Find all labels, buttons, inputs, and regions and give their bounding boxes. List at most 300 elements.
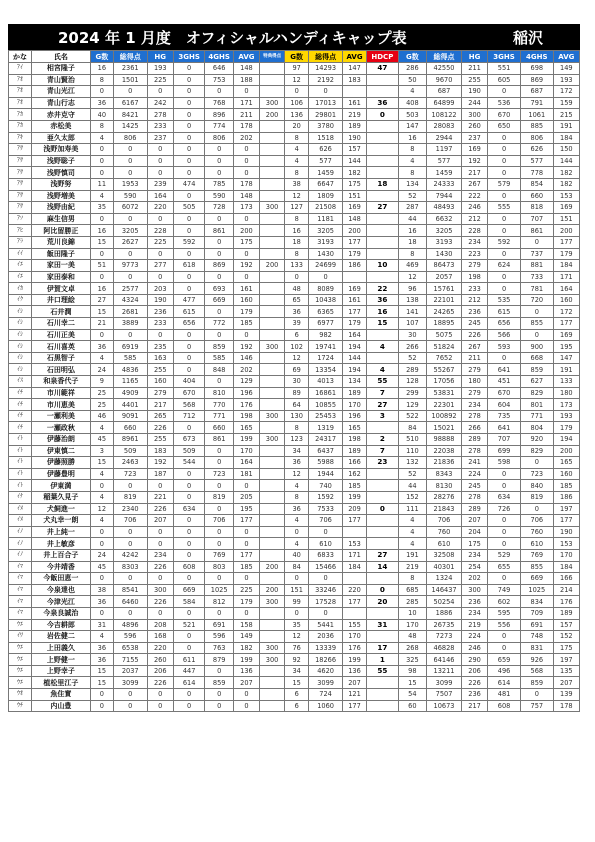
cell-g3-total: 51824: [427, 341, 462, 353]
cell-g1-avg: 149: [233, 631, 259, 643]
cell-g2-total: 610: [309, 538, 343, 550]
cell-g3-3ghs: 0: [488, 155, 521, 167]
cell-g2-total: 10438: [309, 294, 343, 306]
cell-g1-hg: 237: [147, 132, 173, 144]
cell-g3-total: 55267: [427, 364, 462, 376]
cell-g1-hg: 239: [147, 178, 173, 190]
cell-g1-total: 0: [113, 86, 147, 98]
cell-g3-games: 152: [398, 491, 426, 503]
cell-name: 市川恵美: [31, 399, 90, 411]
cell-g1-bonus: [260, 503, 285, 515]
cell-g3-games: 4: [398, 538, 426, 550]
cell-g3-avg: 147: [553, 352, 579, 364]
table-row: [9, 503, 580, 515]
cell-g1-total: 0: [113, 700, 147, 712]
table-row: [9, 225, 580, 237]
cell-g2-avg: 200: [343, 225, 367, 237]
cell-g3-avg: 160: [553, 294, 579, 306]
cell-g3-avg: 152: [553, 631, 579, 643]
cell-g1-bonus: [260, 225, 285, 237]
cell-g1-4ghs: 0: [205, 155, 233, 167]
cell-g1-avg: 0: [233, 144, 259, 156]
cell-g1-bonus: [260, 631, 285, 643]
cell-g1-avg: 129: [233, 376, 259, 388]
cell-g2-total: 29801: [309, 109, 343, 121]
cell-hdcp: [367, 677, 399, 689]
cell-hdcp: [367, 700, 399, 712]
cell-g1-4ghs: 812: [205, 596, 233, 608]
cell-name: 和泉香代子: [31, 376, 90, 388]
cell-g2-total: 1430: [309, 248, 343, 260]
cell-g1-total: 1501: [113, 74, 147, 86]
cell-g3-games: 8: [398, 248, 426, 260]
cell-g3-total: 53831: [427, 387, 462, 399]
cell-g2-games: 76: [285, 642, 309, 654]
cell-g1-bonus: [260, 573, 285, 585]
cell-hdcp: 27: [367, 202, 399, 214]
table-row: [9, 155, 580, 167]
cell-g2-games: 127: [285, 202, 309, 214]
cell-kana: ｱｵ: [9, 74, 32, 86]
cell-g1-4ghs: 769: [205, 549, 233, 561]
cell-kana: ｲﾁ: [9, 410, 32, 422]
cell-hdcp: [367, 190, 399, 202]
cell-kana: ｲﾜ: [9, 631, 32, 643]
cell-g3-4ghs: 733: [520, 271, 553, 283]
cell-g3-avg: 177: [553, 515, 579, 527]
cell-g1-total: 0: [113, 573, 147, 585]
cell-g1-3ghs: 0: [173, 132, 205, 144]
cell-g1-total: 7155: [113, 654, 147, 666]
cell-g1-3ghs: 0: [173, 109, 205, 121]
cell-g3-hg: 226: [461, 329, 487, 341]
cell-g1-games: 31: [90, 619, 113, 631]
cell-g1-avg: 199: [233, 654, 259, 666]
cell-g3-3ghs: 726: [488, 503, 521, 515]
cell-g1-games: 0: [90, 271, 113, 283]
cell-g3-4ghs: 1025: [520, 584, 553, 596]
cell-g1-4ghs: 723: [205, 468, 233, 480]
cell-name: 浅野聡子: [31, 155, 90, 167]
cell-g3-total: 28276: [427, 491, 462, 503]
cell-kana: ｲｶ: [9, 283, 32, 295]
cell-g2-total: 6977: [309, 318, 343, 330]
cell-name: 石川幸二: [31, 318, 90, 330]
cell-g1-bonus: [260, 306, 285, 318]
cell-g1-bonus: [260, 329, 285, 341]
table-row: [9, 677, 580, 689]
cell-g1-bonus: [260, 318, 285, 330]
cell-g2-total: 6833: [309, 549, 343, 561]
cell-g1-3ghs: 0: [173, 167, 205, 179]
cell-g2-avg: 186: [343, 260, 367, 272]
cell-hdcp: [367, 631, 399, 643]
cell-g1-3ghs: 0: [173, 213, 205, 225]
cell-g3-avg: 157: [553, 619, 579, 631]
cell-kana: ｲﾏ: [9, 561, 32, 573]
cell-g1-avg: 146: [233, 352, 259, 364]
cell-name: 今津光江: [31, 596, 90, 608]
cell-g3-games: 8: [398, 167, 426, 179]
cell-g3-avg: 197: [553, 503, 579, 515]
cell-g1-4ghs: 859: [205, 341, 233, 353]
cell-g1-4ghs: 0: [205, 86, 233, 98]
cell-g3-total: 10673: [427, 700, 462, 712]
cell-g2-total: 18266: [309, 654, 343, 666]
cell-g1-avg: 0: [233, 329, 259, 341]
cell-g3-hg: 223: [461, 248, 487, 260]
cell-g1-avg: 173: [233, 202, 259, 214]
col-kana: かな: [9, 51, 32, 63]
cell-g1-3ghs: 673: [173, 434, 205, 446]
cell-g3-total: 760: [427, 526, 462, 538]
cell-g1-3ghs: 521: [173, 619, 205, 631]
cell-g3-3ghs: 0: [488, 132, 521, 144]
cell-g3-hg: 289: [461, 503, 487, 515]
cell-g3-total: 18895: [427, 318, 462, 330]
cell-g1-avg: 0: [233, 155, 259, 167]
cell-g2-games: 39: [285, 318, 309, 330]
cell-g2-avg: 175: [343, 178, 367, 190]
cell-g1-total: 2681: [113, 306, 147, 318]
table-row: [9, 596, 580, 608]
cell-g3-hg: 224: [461, 631, 487, 643]
cell-hdcp: 4: [367, 341, 399, 353]
cell-g1-games: 24: [90, 549, 113, 561]
cell-kana: ｲｽ: [9, 376, 32, 388]
cell-g2-total: 2192: [309, 74, 343, 86]
cell-name: 今飯田恵一: [31, 573, 90, 585]
cell-g2-games: 106: [285, 97, 309, 109]
cell-g3-3ghs: 0: [488, 283, 521, 295]
cell-g1-3ghs: 0: [173, 97, 205, 109]
cell-g3-avg: 191: [553, 120, 579, 132]
page-title: 2024 年 1 月度 オフィシャルハンディキャップ表: [58, 29, 407, 47]
cell-g1-3ghs: 0: [173, 642, 205, 654]
cell-g2-total: 10855: [309, 399, 343, 411]
cell-g3-avg: 182: [553, 178, 579, 190]
cell-g1-bonus: [260, 376, 285, 388]
cell-name: 相宮隆子: [31, 63, 90, 75]
cell-g1-3ghs: 614: [173, 677, 205, 689]
cell-g2-avg: 153: [343, 538, 367, 550]
cell-g3-4ghs: 806: [520, 132, 553, 144]
cell-g3-4ghs: 859: [520, 364, 553, 376]
cell-g1-bonus: 200: [260, 260, 285, 272]
cell-g3-games: 98: [398, 665, 426, 677]
cell-g1-3ghs: 656: [173, 318, 205, 330]
cell-g1-hg: 260: [147, 654, 173, 666]
cell-name: 犬丸幸一朗: [31, 515, 90, 527]
cell-g1-hg: 278: [147, 109, 173, 121]
cell-kana: ｱｲ: [9, 63, 32, 75]
cell-name: 亜久太郎: [31, 132, 90, 144]
cell-g1-bonus: [260, 74, 285, 86]
cell-hdcp: [367, 74, 399, 86]
cell-g1-bonus: [260, 248, 285, 260]
cell-g3-total: 64146: [427, 654, 462, 666]
cell-hdcp: 0: [367, 584, 399, 596]
cell-g2-avg: 194: [343, 341, 367, 353]
cell-g1-3ghs: 0: [173, 144, 205, 156]
cell-g1-avg: 0: [233, 526, 259, 538]
cell-g3-avg: 175: [553, 642, 579, 654]
cell-g1-4ghs: 859: [205, 677, 233, 689]
cell-hdcp: [367, 155, 399, 167]
cell-g3-hg: 169: [461, 144, 487, 156]
cell-g1-avg: 171: [233, 97, 259, 109]
cell-kana: ｲｼ: [9, 364, 32, 376]
cell-g1-games: 0: [90, 248, 113, 260]
cell-hdcp: [367, 120, 399, 132]
cell-g3-hg: 198: [461, 271, 487, 283]
cell-g2-total: 5441: [309, 619, 343, 631]
cell-g1-total: 3889: [113, 318, 147, 330]
cell-kana: ｲﾉ: [9, 549, 32, 561]
cell-g1-hg: 226: [147, 422, 173, 434]
cell-kana: ｲﾏ: [9, 607, 32, 619]
cell-g1-avg: 192: [233, 341, 259, 353]
cell-g3-hg: 234: [461, 549, 487, 561]
cell-g3-4ghs: 829: [520, 445, 553, 457]
cell-g3-4ghs: 1061: [520, 109, 553, 121]
cell-g2-total: 24317: [309, 434, 343, 446]
cell-kana: ｱｶ: [9, 109, 32, 121]
cell-g3-games: 4: [398, 155, 426, 167]
cell-hdcp: 1: [367, 654, 399, 666]
cell-g1-avg: 192: [233, 260, 259, 272]
cell-g2-total: 19741: [309, 341, 343, 353]
cell-g1-avg: 205: [233, 491, 259, 503]
table-row: [9, 109, 580, 121]
cell-g3-4ghs: 0: [520, 457, 553, 469]
cell-g3-avg: 207: [553, 677, 579, 689]
cell-g1-3ghs: 669: [173, 584, 205, 596]
cell-g2-games: 12: [285, 352, 309, 364]
cell-g1-games: 0: [90, 700, 113, 712]
cell-g3-4ghs: 687: [520, 86, 553, 98]
cell-g3-avg: 194: [553, 434, 579, 446]
cell-kana: ｲﾉ: [9, 538, 32, 550]
cell-g1-4ghs: 0: [205, 329, 233, 341]
table-row: [9, 329, 580, 341]
cell-g3-3ghs: 529: [488, 549, 521, 561]
cell-g1-bonus: [260, 213, 285, 225]
cell-g3-3ghs: 481: [488, 689, 521, 701]
cell-g1-total: 0: [113, 248, 147, 260]
cell-g3-hg: 228: [461, 225, 487, 237]
cell-g2-games: 151: [285, 584, 309, 596]
cell-name: 浅野努: [31, 178, 90, 190]
cell-g1-4ghs: 861: [205, 225, 233, 237]
cell-g1-hg: 183: [147, 445, 173, 457]
cell-g2-avg: 170: [343, 399, 367, 411]
cell-g1-games: 36: [90, 97, 113, 109]
cell-g3-avg: 165: [553, 457, 579, 469]
cell-g3-3ghs: 593: [488, 341, 521, 353]
cell-name: 稲葉久見子: [31, 491, 90, 503]
cell-g3-4ghs: 0: [520, 329, 553, 341]
cell-g1-4ghs: 774: [205, 120, 233, 132]
cell-g3-hg: 207: [461, 515, 487, 527]
cell-g1-3ghs: 447: [173, 665, 205, 677]
cell-g1-total: 6538: [113, 642, 147, 654]
cell-g2-avg: 190: [343, 132, 367, 144]
cell-g1-total: 6919: [113, 341, 147, 353]
cell-g2-games: 12: [285, 468, 309, 480]
cell-g1-4ghs: 819: [205, 491, 233, 503]
cell-kana: ｱｻ: [9, 155, 32, 167]
cell-g2-games: 16: [285, 225, 309, 237]
cell-g3-total: 146437: [427, 584, 462, 596]
cell-g2-avg: 144: [343, 155, 367, 167]
cell-g3-3ghs: 0: [488, 538, 521, 550]
cell-g2-avg: 151: [343, 190, 367, 202]
col-g3-games: G数: [398, 51, 426, 63]
cell-name: 浅野加寿美: [31, 144, 90, 156]
cell-g1-games: 36: [90, 642, 113, 654]
cell-g1-4ghs: 770: [205, 399, 233, 411]
cell-g2-avg: 179: [343, 248, 367, 260]
cell-g1-hg: 0: [147, 538, 173, 550]
cell-g3-total: 7944: [427, 190, 462, 202]
cell-g1-bonus: [260, 619, 285, 631]
cell-g2-total: 8089: [309, 283, 343, 295]
cell-g1-bonus: [260, 515, 285, 527]
cell-g1-games: 4: [90, 631, 113, 643]
col-g1-4ghs: 4GHS: [205, 51, 233, 63]
cell-g1-hg: 0: [147, 329, 173, 341]
cell-g1-total: 3099: [113, 677, 147, 689]
cell-g1-bonus: [260, 526, 285, 538]
cell-g2-games: 64: [285, 399, 309, 411]
cell-g3-hg: 245: [461, 480, 487, 492]
cell-g2-avg: 121: [343, 689, 367, 701]
cell-g2-games: 8: [285, 491, 309, 503]
cell-g1-4ghs: 0: [205, 503, 233, 515]
cell-g3-hg: 244: [461, 97, 487, 109]
cell-g3-avg: 182: [553, 167, 579, 179]
col-g1-3ghs: 3GHS: [173, 51, 205, 63]
cell-g3-total: 1324: [427, 573, 462, 585]
cell-name: 今泉達也: [31, 584, 90, 596]
cell-g3-3ghs: 624: [488, 260, 521, 272]
cell-g1-total: 2463: [113, 457, 147, 469]
cell-g1-avg: 160: [233, 294, 259, 306]
cell-g3-games: 4: [398, 526, 426, 538]
cell-g1-hg: 0: [147, 700, 173, 712]
cell-g3-games: 4: [398, 86, 426, 98]
cell-g1-4ghs: 728: [205, 202, 233, 214]
cell-g1-games: 15: [90, 665, 113, 677]
cell-g1-total: 2037: [113, 665, 147, 677]
table-row: [9, 422, 580, 434]
cell-g1-avg: 177: [233, 515, 259, 527]
cell-g2-games: 48: [285, 283, 309, 295]
cell-g3-4ghs: 885: [520, 120, 553, 132]
cell-g3-4ghs: 757: [520, 700, 553, 712]
cell-name: 青山光江: [31, 86, 90, 98]
cell-g1-bonus: [260, 132, 285, 144]
cell-kana: ｲｼ: [9, 306, 32, 318]
cell-g1-hg: 265: [147, 410, 173, 422]
cell-g1-4ghs: 0: [205, 480, 233, 492]
table-row: [9, 306, 580, 318]
cell-g1-avg: 211: [233, 109, 259, 121]
cell-g1-games: 3: [90, 445, 113, 457]
cell-g1-4ghs: 660: [205, 422, 233, 434]
cell-g1-hg: 208: [147, 619, 173, 631]
cell-g3-avg: 197: [553, 654, 579, 666]
col-g1-bonus: 特典得点: [260, 51, 285, 63]
cell-g2-games: 4: [285, 155, 309, 167]
cell-g1-games: 15: [90, 457, 113, 469]
cell-hdcp: [367, 480, 399, 492]
cell-g2-total: 577: [309, 155, 343, 167]
cell-g2-total: 3205: [309, 225, 343, 237]
cell-kana: ｱｵ: [9, 86, 32, 98]
cell-g3-total: 24333: [427, 178, 462, 190]
cell-g1-games: 46: [90, 410, 113, 422]
cell-g1-games: 36: [90, 654, 113, 666]
cell-g3-games: 18: [398, 236, 426, 248]
cell-g1-bonus: [260, 167, 285, 179]
cell-g3-hg: 245: [461, 318, 487, 330]
cell-g1-4ghs: 0: [205, 526, 233, 538]
cell-g1-avg: 164: [233, 457, 259, 469]
cell-name: 伊藤照勝: [31, 457, 90, 469]
cell-g3-total: 6632: [427, 213, 462, 225]
cell-g2-avg: [343, 573, 367, 585]
cell-g1-3ghs: 0: [173, 63, 205, 75]
cell-g3-games: 138: [398, 294, 426, 306]
cell-g3-3ghs: 614: [488, 677, 521, 689]
cell-g1-total: 9091: [113, 410, 147, 422]
cell-name: 青山行志: [31, 97, 90, 109]
cell-g1-3ghs: 0: [173, 491, 205, 503]
cell-g1-4ghs: 0: [205, 689, 233, 701]
cell-g2-avg: 179: [343, 318, 367, 330]
cell-g2-total: 0: [309, 573, 343, 585]
cell-g1-games: 36: [90, 341, 113, 353]
cell-g1-games: 0: [90, 480, 113, 492]
cell-g1-avg: 148: [233, 63, 259, 75]
cell-g1-3ghs: 608: [173, 561, 205, 573]
cell-hdcp: [367, 526, 399, 538]
cell-g3-3ghs: 579: [488, 178, 521, 190]
cell-g1-games: 25: [90, 387, 113, 399]
cell-g1-3ghs: 584: [173, 596, 205, 608]
cell-g3-3ghs: 555: [488, 202, 521, 214]
cell-g3-total: 1886: [427, 607, 462, 619]
cell-g1-bonus: [260, 178, 285, 190]
cell-name: 浅野慎司: [31, 167, 90, 179]
cell-g1-total: 0: [113, 329, 147, 341]
cell-g3-4ghs: 660: [520, 190, 553, 202]
cell-g1-total: 723: [113, 468, 147, 480]
cell-g3-3ghs: 598: [488, 457, 521, 469]
cell-g2-total: 1459: [309, 167, 343, 179]
cell-g1-bonus: 300: [260, 341, 285, 353]
cell-g3-total: 687: [427, 86, 462, 98]
cell-hdcp: [367, 213, 399, 225]
cell-g2-avg: 148: [343, 213, 367, 225]
cell-g1-3ghs: 544: [173, 457, 205, 469]
cell-kana: ｲｴ: [9, 260, 32, 272]
cell-hdcp: 47: [367, 63, 399, 75]
cell-g3-hg: 236: [461, 689, 487, 701]
cell-g3-avg: 169: [553, 329, 579, 341]
